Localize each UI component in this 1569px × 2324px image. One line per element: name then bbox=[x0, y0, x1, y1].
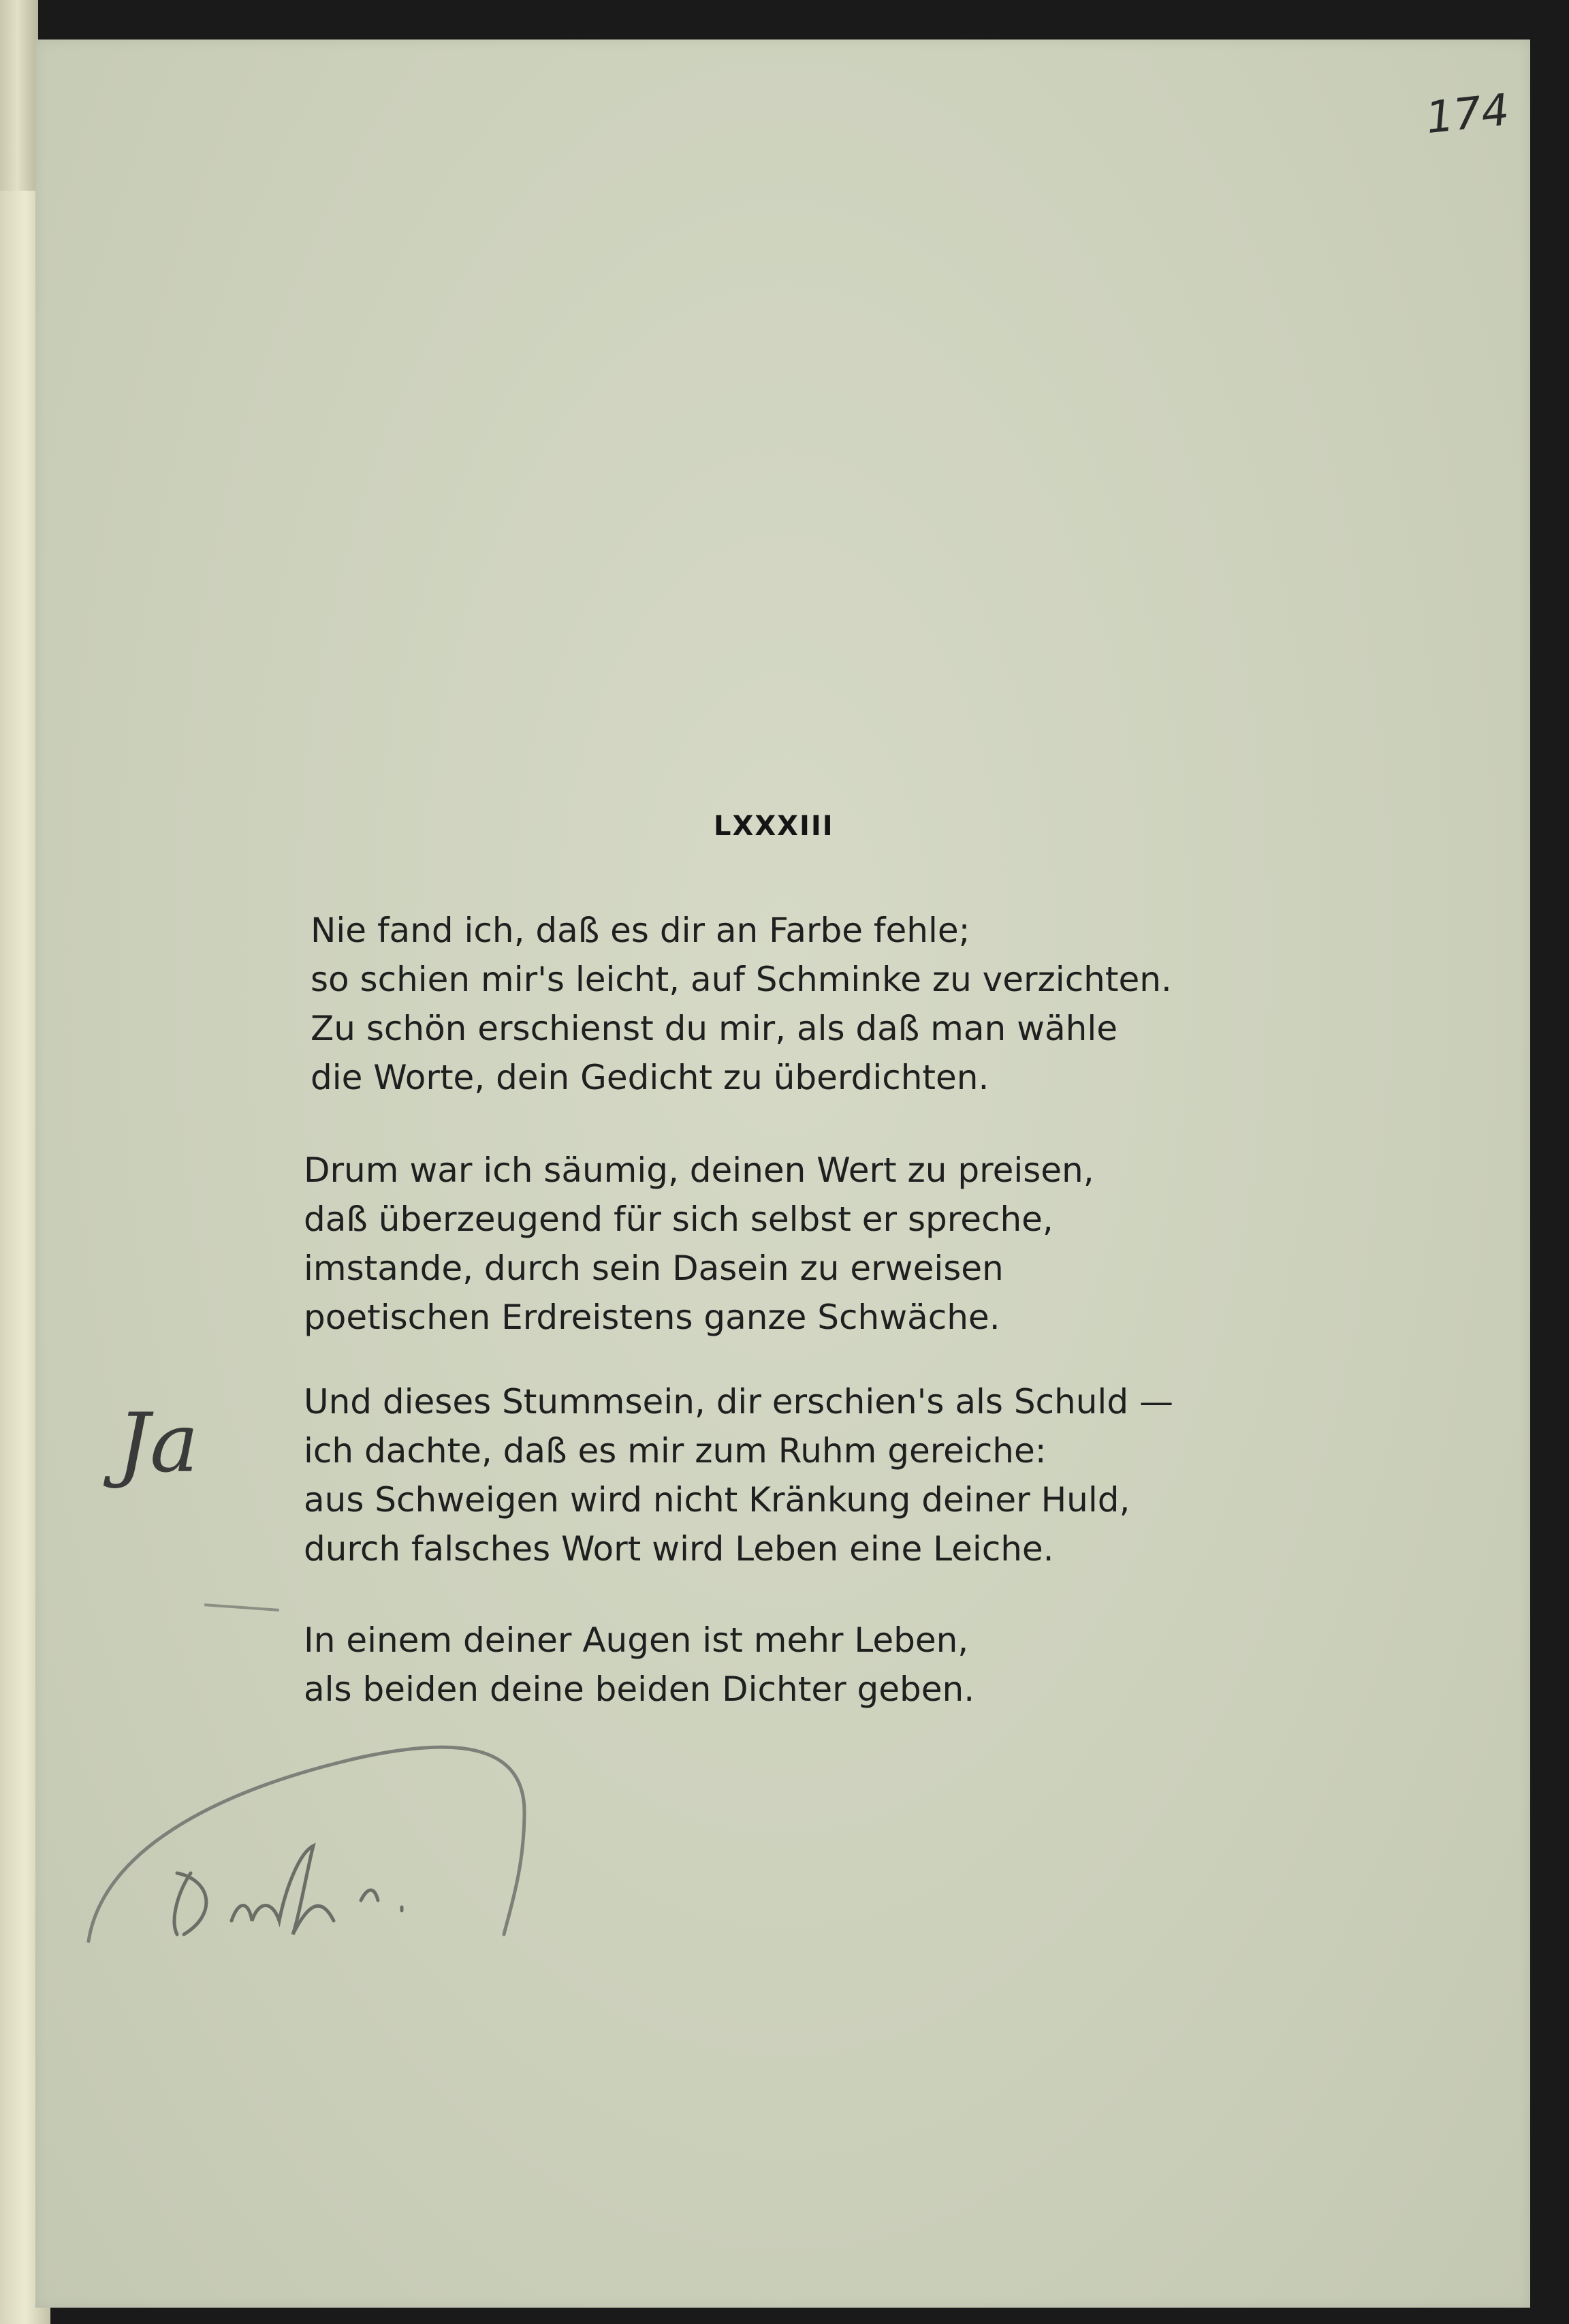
poem-line: aus Schweigen wird nicht Kränkung deiner Huld, bbox=[304, 1480, 1130, 1520]
poem-line: durch falsches Wort wird Leben eine Leiche. bbox=[304, 1529, 1054, 1569]
handwritten-page-number: 174 bbox=[1423, 84, 1512, 144]
stanza-3 bbox=[304, 1377, 1173, 1573]
margin-note-ja: Ja bbox=[117, 1396, 199, 1491]
poem-line: ich dachte, daß es mir zum Ruhm gereiche: bbox=[304, 1431, 1047, 1471]
poem-line: Und dieses Stummsein, dir erschien's als Schuld — bbox=[304, 1382, 1173, 1422]
stanza-2 bbox=[304, 1146, 1094, 1342]
poem-line: Drum war ich säumig, deinen Wert zu preisen, bbox=[304, 1150, 1094, 1190]
stanza-4 bbox=[304, 1616, 974, 1714]
poem-line: als beiden deine beiden Dichter geben. bbox=[304, 1669, 975, 1709]
poem-line: daß überzeugend für sich selbst er spreche, bbox=[304, 1199, 1053, 1239]
poem-title: LXXXIII bbox=[714, 811, 834, 842]
poem-line: die Worte, dein Gedicht zu überdichten. bbox=[311, 1058, 989, 1097]
poem-line: Nie fand ich, daß es dir an Farbe fehle; bbox=[311, 911, 970, 950]
poem-line: imstande, durch sein Dasein zu erweisen bbox=[304, 1249, 1004, 1288]
stanza-1 bbox=[311, 906, 1172, 1102]
poem-line: Zu schön erschienst du mir, als daß man wähle bbox=[311, 1009, 1118, 1048]
poem-line: so schien mir's leicht, auf Schminke zu verzichten. bbox=[311, 960, 1172, 999]
handwritten-scribble-icon bbox=[75, 1716, 538, 1975]
poem-line: poetischen Erdreistens ganze Schwäche. bbox=[304, 1298, 1000, 1337]
poem-line: In einem deiner Augen ist mehr Leben, bbox=[304, 1620, 969, 1660]
